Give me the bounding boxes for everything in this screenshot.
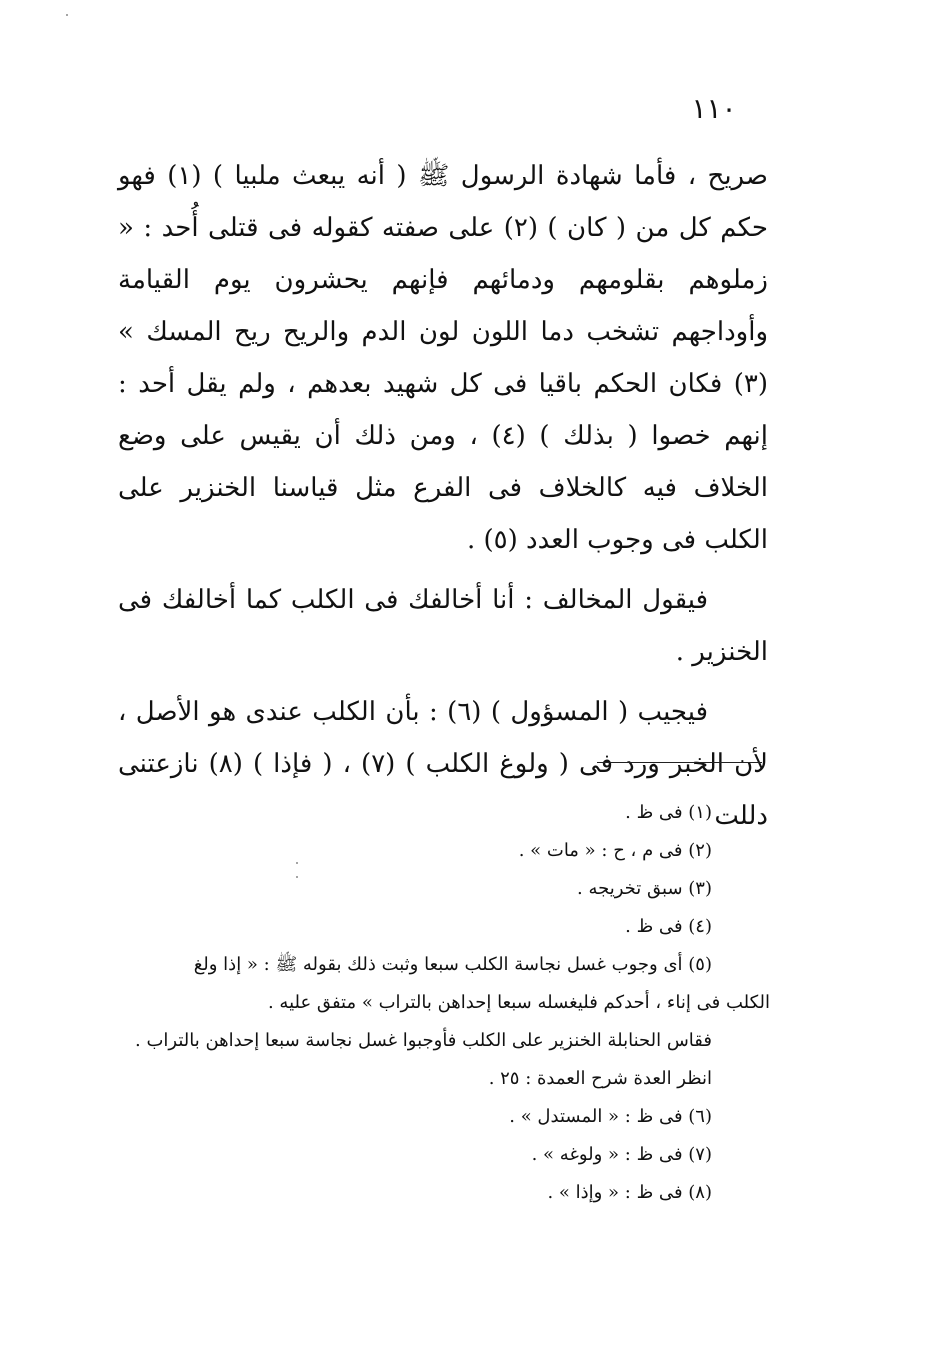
footnotes: [110, 794, 770, 1212]
footnote: (٥) أى وجوب غسل نجاسة الكلب سبعا وثبت ذلك بقوله ﷺ : « إذا ولغ: [193, 954, 712, 975]
footnote: (٦) فى ظ : « المستدل » .: [509, 1106, 712, 1127]
footnote-continuation: انظر العدة شرح العمدة : ٢٥ .: [488, 1068, 712, 1089]
scan-speck: [296, 876, 298, 878]
footnote-continuation: الكلب فى إناء ، أحدكم فليغسله سبعا إحداهن بالتراب » متفق عليه .: [267, 992, 770, 1013]
paragraph: صريح ، فأما شهادة الرسول ﷺ ( أنه يبعث ملبيا ) (١) فهو حكم كل من ( كان ) (٢) على صفته كقوله فى قتلى أُحد : « زملوهم بقلومهم ودمائهم فإنهم يحشرون يوم القيامة وأوداجهم تشخب دما اللون لون الدم والريح ريح المسك » (٣) فكان الحكم باقيا فى كل شهيد بعدهم ، ولم يقل أحد : إنهم خصوا ( بذلك ) (٤) ، ومن ذلك أن يقيس على وضع الخلاف فيه كالخلاف فى الفرع مثل قياسنا الخنزير على الكلب فى وجوب العدد (٥) .: [118, 161, 769, 555]
scan-speck: [66, 14, 68, 16]
footnote: (٤) فى ظ .: [625, 916, 712, 937]
footnote-separator: [597, 762, 762, 763]
scan-speck: [296, 862, 298, 864]
footnote: (١) فى ظ .: [625, 802, 712, 823]
footnote: (٨) فى ظ : « وإذا » .: [547, 1182, 712, 1203]
footnote: (٧) فى ظ : « ولوغه » .: [531, 1144, 712, 1165]
paragraph: فيجيب ( المسؤول ) (٦) : بأن الكلب عندى هو الأصل ، لأن الخبر ورد فى ( ولوغ الكلب ) (٧) ، ( فإذا ) (٨) نازعتنى دللت: [118, 697, 768, 831]
paragraph: فيقول المخالف : أنا أخالفك فى الكلب كما أخالفك فى الخنزير .: [118, 585, 768, 667]
main-text: [118, 150, 768, 842]
page-number: ١١٠: [691, 92, 737, 125]
footnote-continuation: فقاس الحنابلة الخنزير على الكلب فأوجبوا غسل نجاسة سبعا إحداهن بالتراب .: [135, 1030, 712, 1051]
footnote: (٣) سبق تخريجه .: [577, 878, 712, 899]
footnote: (٢) فى م ، ح : « مات » .: [518, 840, 712, 861]
